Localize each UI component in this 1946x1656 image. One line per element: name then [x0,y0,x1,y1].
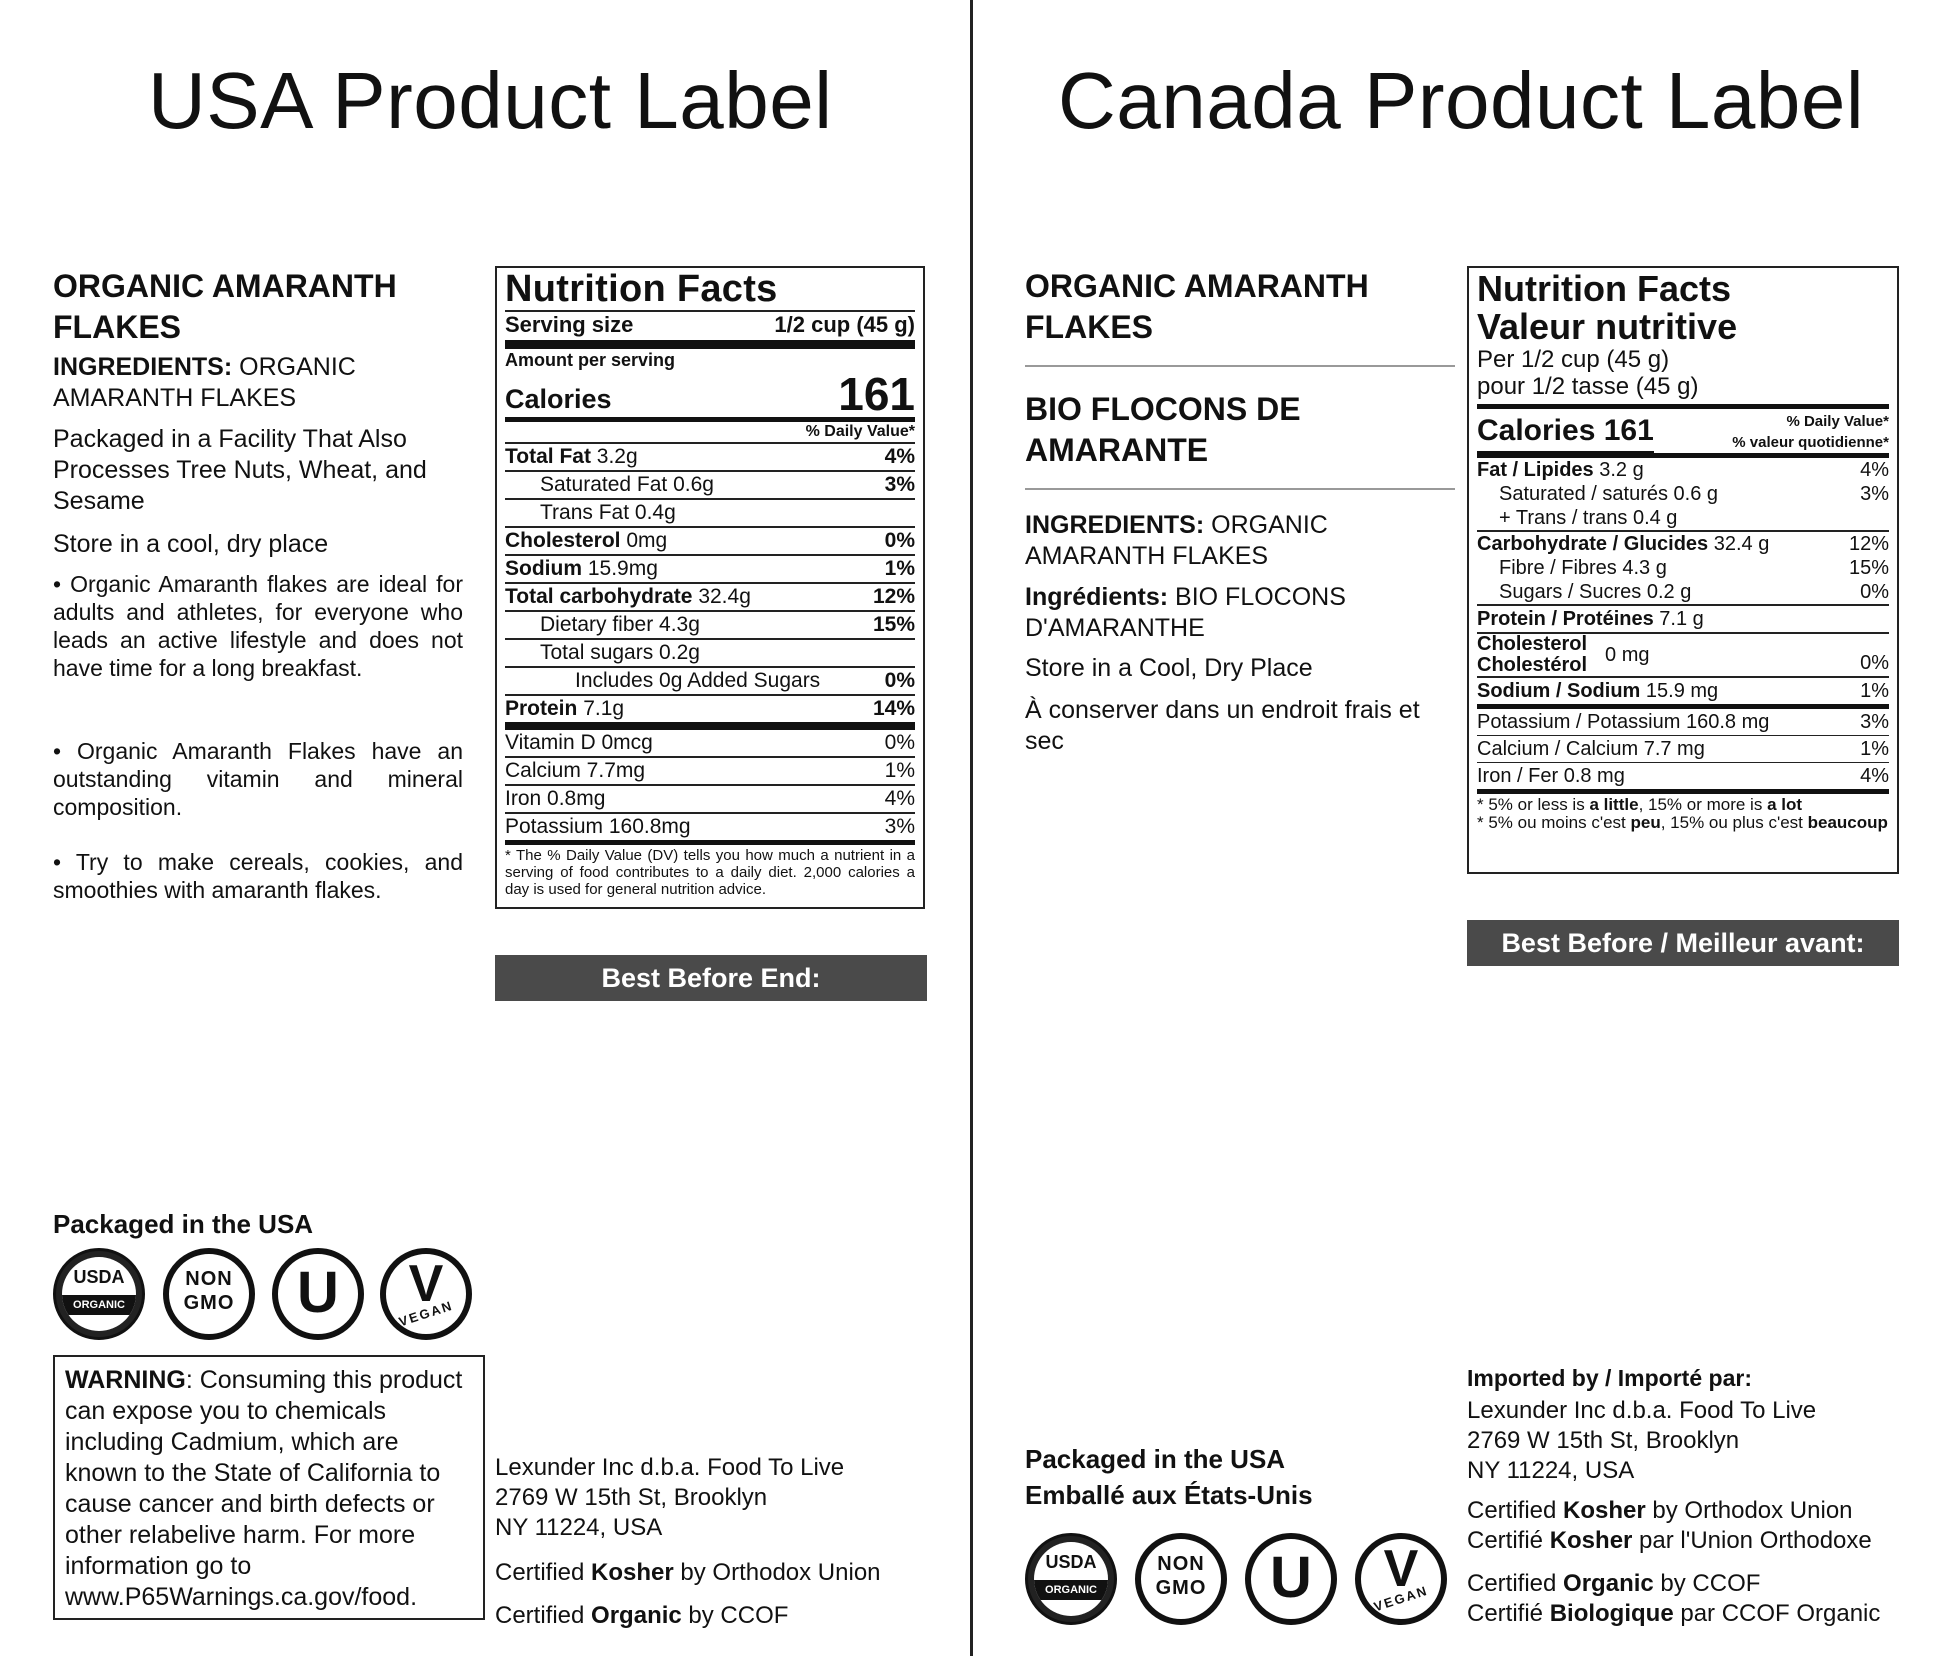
nf-ca-fibre: Fibre / Fibres 4.3 g 15% [1499,557,1889,579]
nf-ca-calcium: Calcium / Calcium 7.7 mg 1% [1477,735,1889,762]
nf-calcium: Calcium 7.7mg 1% [505,756,915,784]
canada-imported-by: Imported by / Importé par: [1467,1365,1752,1391]
nf-ca-title-fr: Valeur nutritive [1477,306,1738,347]
usa-ingredients: INGREDIENTS: ORGANIC AMARANTH FLAKES [53,353,356,412]
canada-ingredients: INGREDIENTS: ORGANIC AMARANTH FLAKES [1025,511,1328,570]
usa-heading: USA Product Label [148,56,833,145]
nf-ca-footnote: * 5% or less is a little, 15% or more is a lot * 5% ou moins c'est peu, 15% ou plus c'est beaucoup [1477,789,1889,832]
nf-amount-per-serving: Amount per serving [505,340,915,371]
nf-ca-calories-row: Calories 161 % Daily Value* % valeur quotidienne* [1477,404,1889,453]
nf-ca-sat: Saturated / saturés 0.6 g 3% [1499,483,1889,505]
usa-kosher-cert: Certified Kosher by Orthodox Union [495,1559,881,1586]
usa-packaged-in: Packaged in the USA [53,1209,314,1239]
nf-cholesterol: Cholesterol 0mg 0% [505,526,915,554]
nf-ca-trans: + Trans / trans 0.4 g [1499,507,1678,529]
nf-ca-per-fr: pour 1/2 tasse (45 g) [1477,373,1699,400]
nf-ca-cholesterol: Cholesterol Cholestérol 0 mg 0% [1477,633,1889,676]
usa-allergen-statement: Packaged in a Facility That Also Processes Tree Nuts, Wheat, and Sesame [53,425,427,515]
nf-dv-header: % Daily Value* [505,417,915,442]
non-gmo-icon: NON GMO [1135,1533,1227,1625]
usda-organic-icon: USDA ORGANIC [53,1248,145,1340]
prop65-warning-box: WARNING: Consuming this product can expose you to chemicals including Cadmium, which are known to the State of California to cause cancer and birth defects or other relabelive harm. For more information go to www.P65Warnings.ca.gov/food. [53,1355,485,1620]
orthodox-union-kosher-icon: U [272,1248,364,1340]
nf-ca-carb: Carbohydrate / Glucides 32.4 g 12% [1477,530,1889,556]
canada-heading: Canada Product Label [1058,56,1865,145]
nf-sat-fat: Saturated Fat 0.6g 3% [505,470,915,498]
nf-ca-title: Nutrition Facts [1477,268,1732,309]
nf-total-carb: Total carbohydrate 32.4g 12% [505,582,915,610]
nf-iron: Iron 0.8mg 4% [505,784,915,812]
nf-protein: Protein 7.1g 14% [505,694,915,722]
nf-potassium: Potassium 160.8mg 3% [505,812,915,840]
nf-ca-per: Per 1/2 cup (45 g) [1477,346,1670,373]
canada-packaged-in: Packaged in the USA Emballé aux États-Unis [1025,1444,1313,1510]
nf-trans-fat: Trans Fat 0.4g [505,498,915,526]
canada-ingredients-fr: Ingrédients: BIO FLOCONS D'AMARANTHE [1025,583,1346,642]
usa-product-title: ORGANIC AMARANTH FLAKES [53,268,397,345]
canada-best-before-band: Best Before / Meilleur avant: [1467,920,1899,966]
usda-organic-icon: USDA ORGANIC [1025,1533,1117,1625]
nf-ca-fat: Fat / Lipides 3.2 g 4% [1477,453,1889,482]
nf-fiber: Dietary fiber 4.3g 15% [505,610,915,638]
canada-storage: Store in a Cool, Dry Place [1025,654,1313,682]
canada-address: Lexunder Inc d.b.a. Food To Live 2769 W 15th St, Brooklyn NY 11224, USA [1467,1397,1817,1484]
nf-ca-potassium: Potassium / Potassium 160.8 mg 3% [1477,704,1889,735]
nf-vitamin-d: Vitamin D 0mcg 0% [505,722,915,756]
non-gmo-icon: NON GMO [163,1248,255,1340]
nf-ca-protein: Protein / Protéines 7.1 g [1477,604,1889,632]
nf-sugars: Total sugars 0.2g [505,638,915,666]
nf-calories-row: Calories 161 [505,368,915,420]
usa-best-before-band: Best Before End: [495,955,927,1001]
canada-product-title-fr: BIO FLOCONS DE AMARANTE [1025,391,1301,468]
nf-footnote: * The % Daily Value (DV) tells you how much a nutrient in a serving of food contributes to a daily diet. 2,000 calories a day is used for general nutrition advice. [505,840,915,898]
nf-total-fat: Total Fat 3.2g 4% [505,442,915,470]
nf-added-sugars: Includes 0g Added Sugars 0% [505,666,915,694]
usa-bullet-3: • Try to make cereals, cookies, and smoothies with amaranth flakes. [53,849,463,903]
nf-serving-row: Serving size 1/2 cup (45 g) [505,312,915,337]
usa-address: Lexunder Inc d.b.a. Food To Live 2769 W 15th St, Brooklyn NY 11224, USA [495,1454,845,1541]
canada-kosher-cert: Certified Kosher by Orthodox Union Certifié Kosher par l'Union Orthodoxe [1467,1497,1872,1554]
vegan-icon: V VEGAN [1355,1533,1447,1625]
canada-organic-cert: Certified Organic by CCOF Certifié Biologique par CCOF Organic [1467,1570,1881,1627]
usa-organic-cert: Certified Organic by CCOF [495,1602,789,1629]
vegan-icon: V VEGAN [380,1248,472,1340]
nf-sodium: Sodium 15.9mg 1% [505,554,915,582]
nf-title: Nutrition Facts [505,268,778,310]
nf-ca-sugars: Sugars / Sucres 0.2 g 0% [1499,581,1889,603]
usa-bullet-2: • Organic Amaranth Flakes have an outstanding vitamin and mineral composition. [53,738,463,820]
canada-product-title: ORGANIC AMARANTH FLAKES [1025,268,1369,345]
canada-divider-2 [1025,488,1455,490]
usa-nutrition-facts [495,266,925,909]
nf-ca-iron: Iron / Fer 0.8 mg 4% [1477,762,1889,789]
nf-ca-sodium: Sodium / Sodium 15.9 mg 1% [1477,676,1889,704]
canada-storage-fr: À conserver dans un endroit frais et sec [1025,696,1420,755]
usa-bullet-1: • Organic Amaranth flakes are ideal for adults and athletes, for everyone who leads an active lifestyle and does not have time for a long breakfast. [53,571,463,681]
usa-storage: Store in a cool, dry place [53,530,329,558]
center-divider [970,0,973,1656]
canada-divider-1 [1025,365,1455,367]
canada-nutrition-facts [1467,266,1899,874]
orthodox-union-kosher-icon: U [1245,1533,1337,1625]
